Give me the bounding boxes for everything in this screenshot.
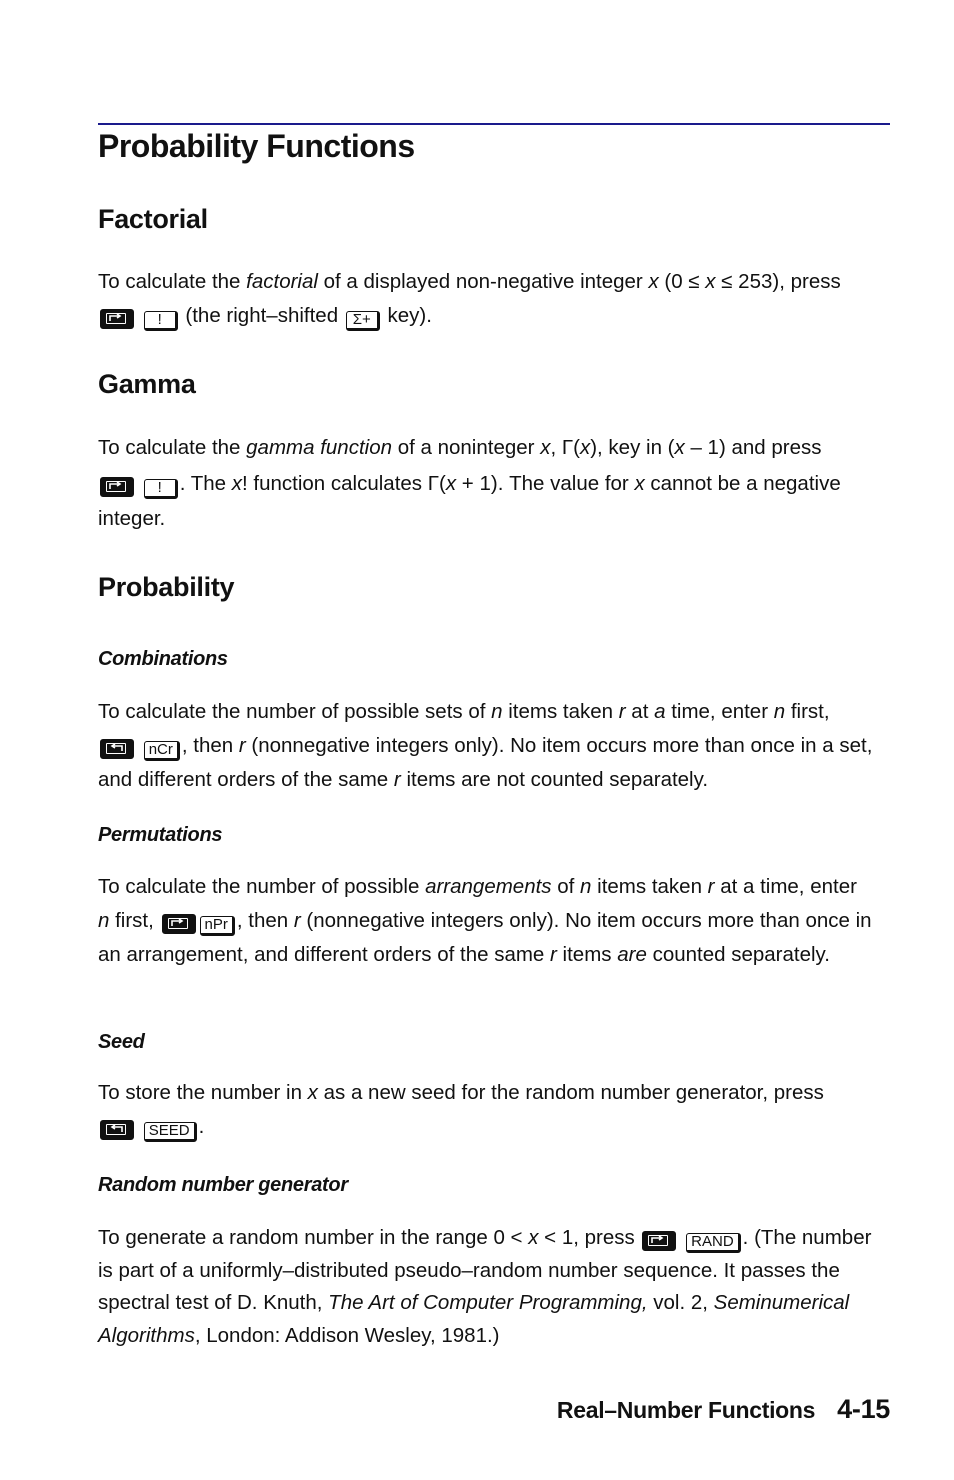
- page-title: Probability Functions: [98, 128, 415, 164]
- subheading-permutations: Permutations: [98, 824, 223, 846]
- right-shift-key-icon: [100, 309, 134, 329]
- right-shift-key-icon: [642, 1231, 676, 1251]
- heading-gamma: Gamma: [98, 369, 196, 399]
- page-number: 4-15: [837, 1394, 890, 1424]
- seed-paragraph: To store the number in x as a new seed for the random number generator, press SEED .: [98, 1076, 890, 1144]
- sigma-plus-key: Σ+: [346, 311, 380, 331]
- factorial-key: !: [144, 311, 178, 331]
- heading-factorial: Factorial: [98, 204, 208, 234]
- subheading-combinations: Combinations: [98, 648, 228, 670]
- subheading-seed: Seed: [98, 1031, 145, 1053]
- seed-key: SEED: [144, 1122, 197, 1142]
- title-rule: [98, 123, 890, 125]
- left-shift-key-icon: [100, 739, 134, 759]
- footer-section-title: Real–Number Functions: [556, 1397, 816, 1423]
- permutations-paragraph: To calculate the number of possible arrangements of n items taken r at a time, enter n first, nPr , then r (nonnegative integers only). No item occurs more than once in an arrangement, and different orders of the same r items are counted separately.: [98, 875, 872, 966]
- rand-key: RAND: [686, 1233, 741, 1253]
- random-paragraph: To generate a random number in the range 0 < x < 1, press RAND . (The number is part of a uniformly–distributed pseudo–random number sequence. It passes the spectral test of D. Knuth, The Art of Computer Programming, vol. 2, Seminumerical Algorithms, London: Addison Wesley, 1981.): [98, 1226, 872, 1347]
- factorial-key: !: [144, 479, 178, 499]
- gamma-paragraph: To calculate the gamma function of a noninteger x, Γ(x), key in (x – 1) and press ! . The x! function calculates Γ(x + 1). The value for x cannot be a negative integer.: [98, 436, 841, 530]
- factorial-paragraph: To calculate the factorial of a displayed non-negative integer x (0 ≤ x ≤ 253), press ! (the right–shifted Σ+ key).: [98, 265, 890, 333]
- page-footer: [557, 1394, 890, 1425]
- ncr-key: nCr: [144, 741, 180, 761]
- combinations-paragraph: To calculate the number of possible sets of n items taken r at a time, enter n first, nCr , then r (nonnegative integers only). No item occurs more than once in a set, and different orders of the same r items are not counted separately.: [98, 700, 873, 791]
- npr-key: nPr: [200, 916, 235, 936]
- left-shift-key-icon: [100, 1120, 134, 1140]
- subheading-random-number-generator: Random number generator: [98, 1174, 348, 1196]
- heading-probability: Probability: [98, 572, 235, 602]
- right-shift-key-icon: [162, 914, 196, 934]
- right-shift-key-icon: [100, 477, 134, 497]
